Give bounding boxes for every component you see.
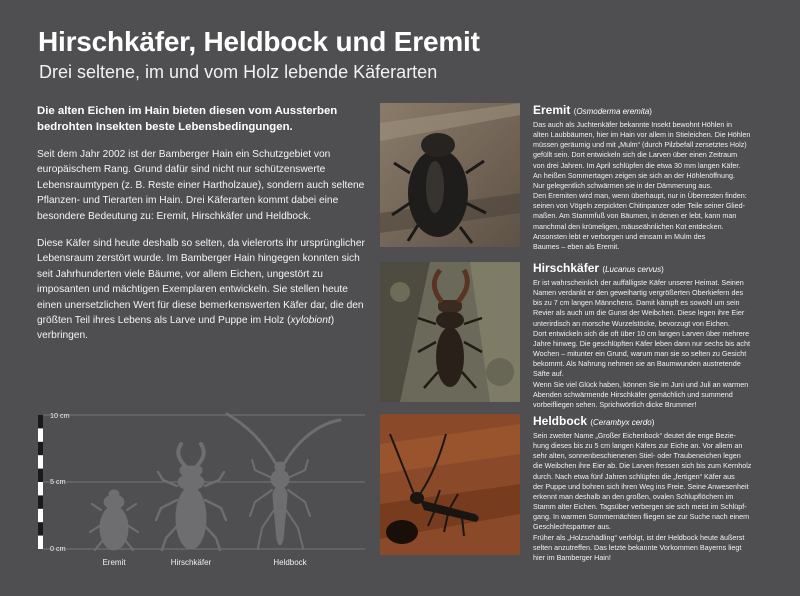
species-hirschkaefer-latin: Lucanus cervus <box>605 265 662 274</box>
text-line: gang. In warmen Sommernächten fliegen sie zur Suche nach einem <box>533 512 750 522</box>
text-line: Wochen – mitunter ein Grund, warum man sie so selten zu Gesicht <box>533 349 747 359</box>
size-comparison <box>0 400 370 596</box>
text-line: Stamm alter Eichen. Tagsüber verbergen sie sich meist im Schlüpf- <box>533 502 747 512</box>
scale-label-eremit: Eremit <box>102 558 126 567</box>
hirschkaefer-silhouette <box>156 444 226 550</box>
scale-label-5cm: 5 cm <box>50 477 66 486</box>
scale-label-0cm: 0 cm <box>50 544 66 553</box>
text-line: Namen verdankt er den geweihartig vergrößerten Oberkiefern des <box>533 288 744 298</box>
text-line: durch. Nach etwa fünf Jahren schlüpfen die „fertigen“ Käfer aus <box>533 471 735 481</box>
species-hirschkaefer-text <box>533 278 773 410</box>
eremit-photo <box>380 103 520 247</box>
page-title: Hirschkäfer, Heldbock und Eremit <box>38 26 480 57</box>
heldbock-photo <box>380 414 520 555</box>
text-line: gefüllt sein. Dort entwickeln sich die Larven über einen Zeitraum <box>533 150 738 160</box>
text-line: Er ist wahrscheinlich der auffälligste Käfer unserer Heimat. Seinen <box>533 278 744 287</box>
text-line: hier im Bamberger Hain! <box>533 552 611 562</box>
text-line: seinen von Vögeln zerpickten Chitinpanzer oder Teile seiner Glied- <box>533 201 746 211</box>
species-eremit: Eremit (Osmoderma eremita) Das auch als Juchtenkäfer bekannte Insekt bewohnt Höhlen in alten Laubbäumen, hier im Hain vor allem in Stieleichen. Die Höhlen müssen geräumig und mit „Mulm“ (durch Pilzbefall zersetztes Holz) gefüllt sein. Dort entwickeln sich die Larven über einen Zeitraum von drei Jahren. Im April schlüpfen die etwa 30 mm langen Käfer. An heißen Sommertagen zeigen sie sich an der Höhlenöffnung. Nur gelegentlich schwärmen sie in der Dämmerung aus. Den Eremiten wird man, wenn überhaupt, nur in Überresten finden: seinen von Vögeln zerpickten Chitinpanzer oder Teile seiner Glied- maßen. Am Stammfuß von Bäumen, in denen er lebt, kann man manchmal den krümeligen, mäuseähnlichen Kot entdecken. Ansonsten lebt er verborgen und einsam im Mulm des Baumes – eben als Eremit. <box>533 103 773 252</box>
text-line: sehr alten, sonnenbeschienenen Stiel- oder Traubeneichen legen <box>533 451 741 461</box>
text-line: Jahre hinweg. Die geschlüpften Käfer leben dann nur sechs bis acht <box>533 338 750 348</box>
species-heldbock-name: Heldbock <box>533 414 588 428</box>
intro-paragraph-2-end: ) verbringen. <box>37 315 335 342</box>
scale-label-heldbock: Heldbock <box>273 558 307 567</box>
species-hirschkaefer: Hirschkäfer (Lucanus cervus) Er ist wahrscheinlich der auffälligste Käfer unserer Heimat. Seinen Namen verdankt er den geweihartig vergrößerten Oberkiefern des bis zu 7 cm langen Männchens. Damit kämpft es sowohl um sein Revier als auch um die Gunst der Weibchen. Diese legen ihre Eier unterirdisch an morsche Wurzelstöcke, bevorzugt von Eichen. Dort entwickeln sich die oft über 10 cm langen Larven über mehrere Jahre hinweg. Die geschlüpften Käfer leben dann nur sechs bis acht Wochen – mitunter ein Grund, warum man sie so selten zu Gesicht bekommt. Als Nahrung nehmen sie an Baumwunden austretende Säfte auf. Wenn Sie viel Glück haben, können Sie im Juni und Juli an warmen Abenden schwärmende Hirschkäfer gemächlich und summend vorbeifliegen sehen. Sprichwörtlich dicke Brummer! <box>533 261 773 410</box>
text-line: Ansonsten lebt er verborgen und einsam im Mulm des <box>533 231 706 241</box>
text-line: vorbeifliegen sehen. Sprichwörtlich dicke Brummer! <box>533 399 697 409</box>
species-eremit-text <box>533 120 773 252</box>
intro-lead: Die alten Eichen im Hain bieten diesen vom Aussterben bedrohten Insekten beste Lebensbedingungen. <box>37 105 338 133</box>
text-line: bekommt. Als Nahrung nehmen sie an Baumwunden austretende <box>533 359 741 369</box>
text-line: Das auch als Juchtenkäfer bekannte Insekt bewohnt Höhlen in <box>533 120 732 129</box>
text-line: die Weibchen ihre Eier ab. Die Larven fressen sich bis zum Kernholz <box>533 461 752 471</box>
page-subtitle: Drei seltene, im und vom Holz lebende Käferarten <box>39 62 438 82</box>
text-line: Abenden schwärmende Hirschkäfer gemächlich und summend <box>533 389 733 399</box>
species-heldbock: Heldbock (Cerambyx cerdo) Sein zweiter Name „Großer Eichenbock“ deutet die enge Bezie- hung dieses bis zu 5 cm langen Käfers zur Eiche an. Vor allem an sehr alten, sonnenbeschienenen Stiel- oder Traubeneichen legen die Weibchen ihre Eier ab. Die Larven fressen sich bis zum Kernholz durch. Nach etwa fünf Jahren schlüpfen die „fertigen“ Käfer aus der Puppe und bohren sich ihren Weg ins Freie. Seine Anwesenheit erkennt man deshalb an den großen, ovalen Schlupflöchern im Stamm alter Eichen. Tagsüber verbergen sie sich meist im Schlüpf- gang. In warmen Sommernächten fliegen sie zur Suche nach einem Geschlechtspartner aus. Früher als „Holzschädling“ verfolgt, ist der Heldbock heute äußerst selten anzutreffen. Das letzte bekannte Vorkommen Bayerns liegt hier im Bamberger Hain! <box>533 414 773 563</box>
text-line: Dort entwickeln sich die oft über 10 cm langen Larven über mehrere <box>533 328 750 338</box>
text-line: Früher als „Holzschädling“ verfolgt, ist der Heldbock heute äußerst <box>533 532 745 542</box>
hirschkaefer-photo <box>380 262 520 402</box>
text-line: erkennt man deshalb an den großen, ovalen Schlupflöchern im <box>533 491 734 501</box>
text-line: Baumes – eben als Eremit. <box>533 241 620 251</box>
text-line: unterirdisch an morsche Wurzelstöcke, bevorzugt von Eichen. <box>533 318 730 328</box>
text-line: Nur gelegentlich schwärmen sie in der Dämmerung aus. <box>533 180 712 190</box>
text-line: Geschlechtspartner aus. <box>533 522 611 532</box>
scale-label-10cm: 10 cm <box>50 411 70 420</box>
text-line: der Puppe und bohren sich ihren Weg ins Freie. Seine Anwesenheit <box>533 481 749 491</box>
text-line: Wenn Sie viel Glück haben, können Sie im Juni und Juli an warmen <box>533 379 749 389</box>
intro-paragraph-1: Seit dem Jahr 2002 ist der Bamberger Hain ein Schutzgebiet von europäischem Rang. Grund dafür sind nicht nur schützenswerte Lebensraumtypen (z. B. Reste einer Hartholzaue), sondern auch seltene Pflanzen- und Tierarten im Hain. Drei Käferarten kommt dabei eine besondere Bedeutung zu: Eremit, Hirschkäfer und Heldbock. <box>37 149 365 222</box>
text-line: hung dieses bis zu 5 cm langen Käfers zur Eiche an. Vor allem an <box>533 441 743 451</box>
xylobiont-term: xylobiont <box>290 315 331 327</box>
scale-label-hirschkaefer: Hirschkäfer <box>170 558 212 567</box>
text-line: alten Laubbäumen, hier im Hain vor allem in Stieleichen. Die Höhlen <box>533 130 751 140</box>
text-line: Revier als auch um die Gunst der Weibchen. Diese legen ihre Eier <box>533 308 745 318</box>
text-line: manchmal den krümeligen, mäuseähnlichen Kot entdecken. <box>533 221 724 231</box>
species-eremit-name: Eremit <box>533 103 571 117</box>
species-heldbock-latin: Cerambyx cerdo <box>593 418 652 427</box>
eremit-silhouette <box>90 490 138 550</box>
species-hirschkaefer-name: Hirschkäfer <box>533 261 600 275</box>
text-line: An heißen Sommertagen zeigen sie sich an der Höhlenöffnung. <box>533 170 736 180</box>
species-heldbock-text <box>533 431 773 563</box>
text-line: müssen geräumig und mit „Mulm“ (durch Pilzbefall zersetztes Holz) <box>533 140 747 150</box>
text-line: maßen. Am Stammfuß von Bäumen, in denen er lebt, kann man <box>533 211 737 221</box>
text-line: von drei Jahren. Im April schlüpfen die etwa 30 mm langen Käfer. <box>533 160 741 170</box>
text-line: bis zu 7 cm langen Männchens. Damit kämpft es sowohl um sein <box>533 298 740 308</box>
species-eremit-latin: Osmoderma eremita <box>576 107 650 116</box>
intro-paragraph-2-main: Diese Käfer sind heute deshalb so selten, da vielerorts ihr ursprünglicher Lebensraum zerstört wurde. Im Bamberger Hain hingegen konnten sich seit Jahrhunderten viele Bäume, vor allem Eichen, ungestört zu imposanten und mächtigen Exemplaren entwickeln. Sie stellen heute einen unersetzlichen Wert für diese bemerkenswerten Käfer dar, die den größten Teil ihres Lebens als Larve und Puppe im Holz ( <box>37 238 365 327</box>
intro-paragraph-2 <box>37 236 367 344</box>
text-line: Sein zweiter Name „Großer Eichenbock“ deutet die enge Bezie- <box>533 431 736 440</box>
text-line: selten anzutreffen. Das letzte bekannte Vorkommen Bayerns liegt <box>533 542 742 552</box>
intro-section <box>37 104 367 356</box>
text-line: Den Eremiten wird man, wenn überhaupt, nur in Überresten finden: <box>533 191 747 201</box>
text-line: Säfte auf. <box>533 369 564 379</box>
heldbock-silhouette <box>227 414 340 548</box>
